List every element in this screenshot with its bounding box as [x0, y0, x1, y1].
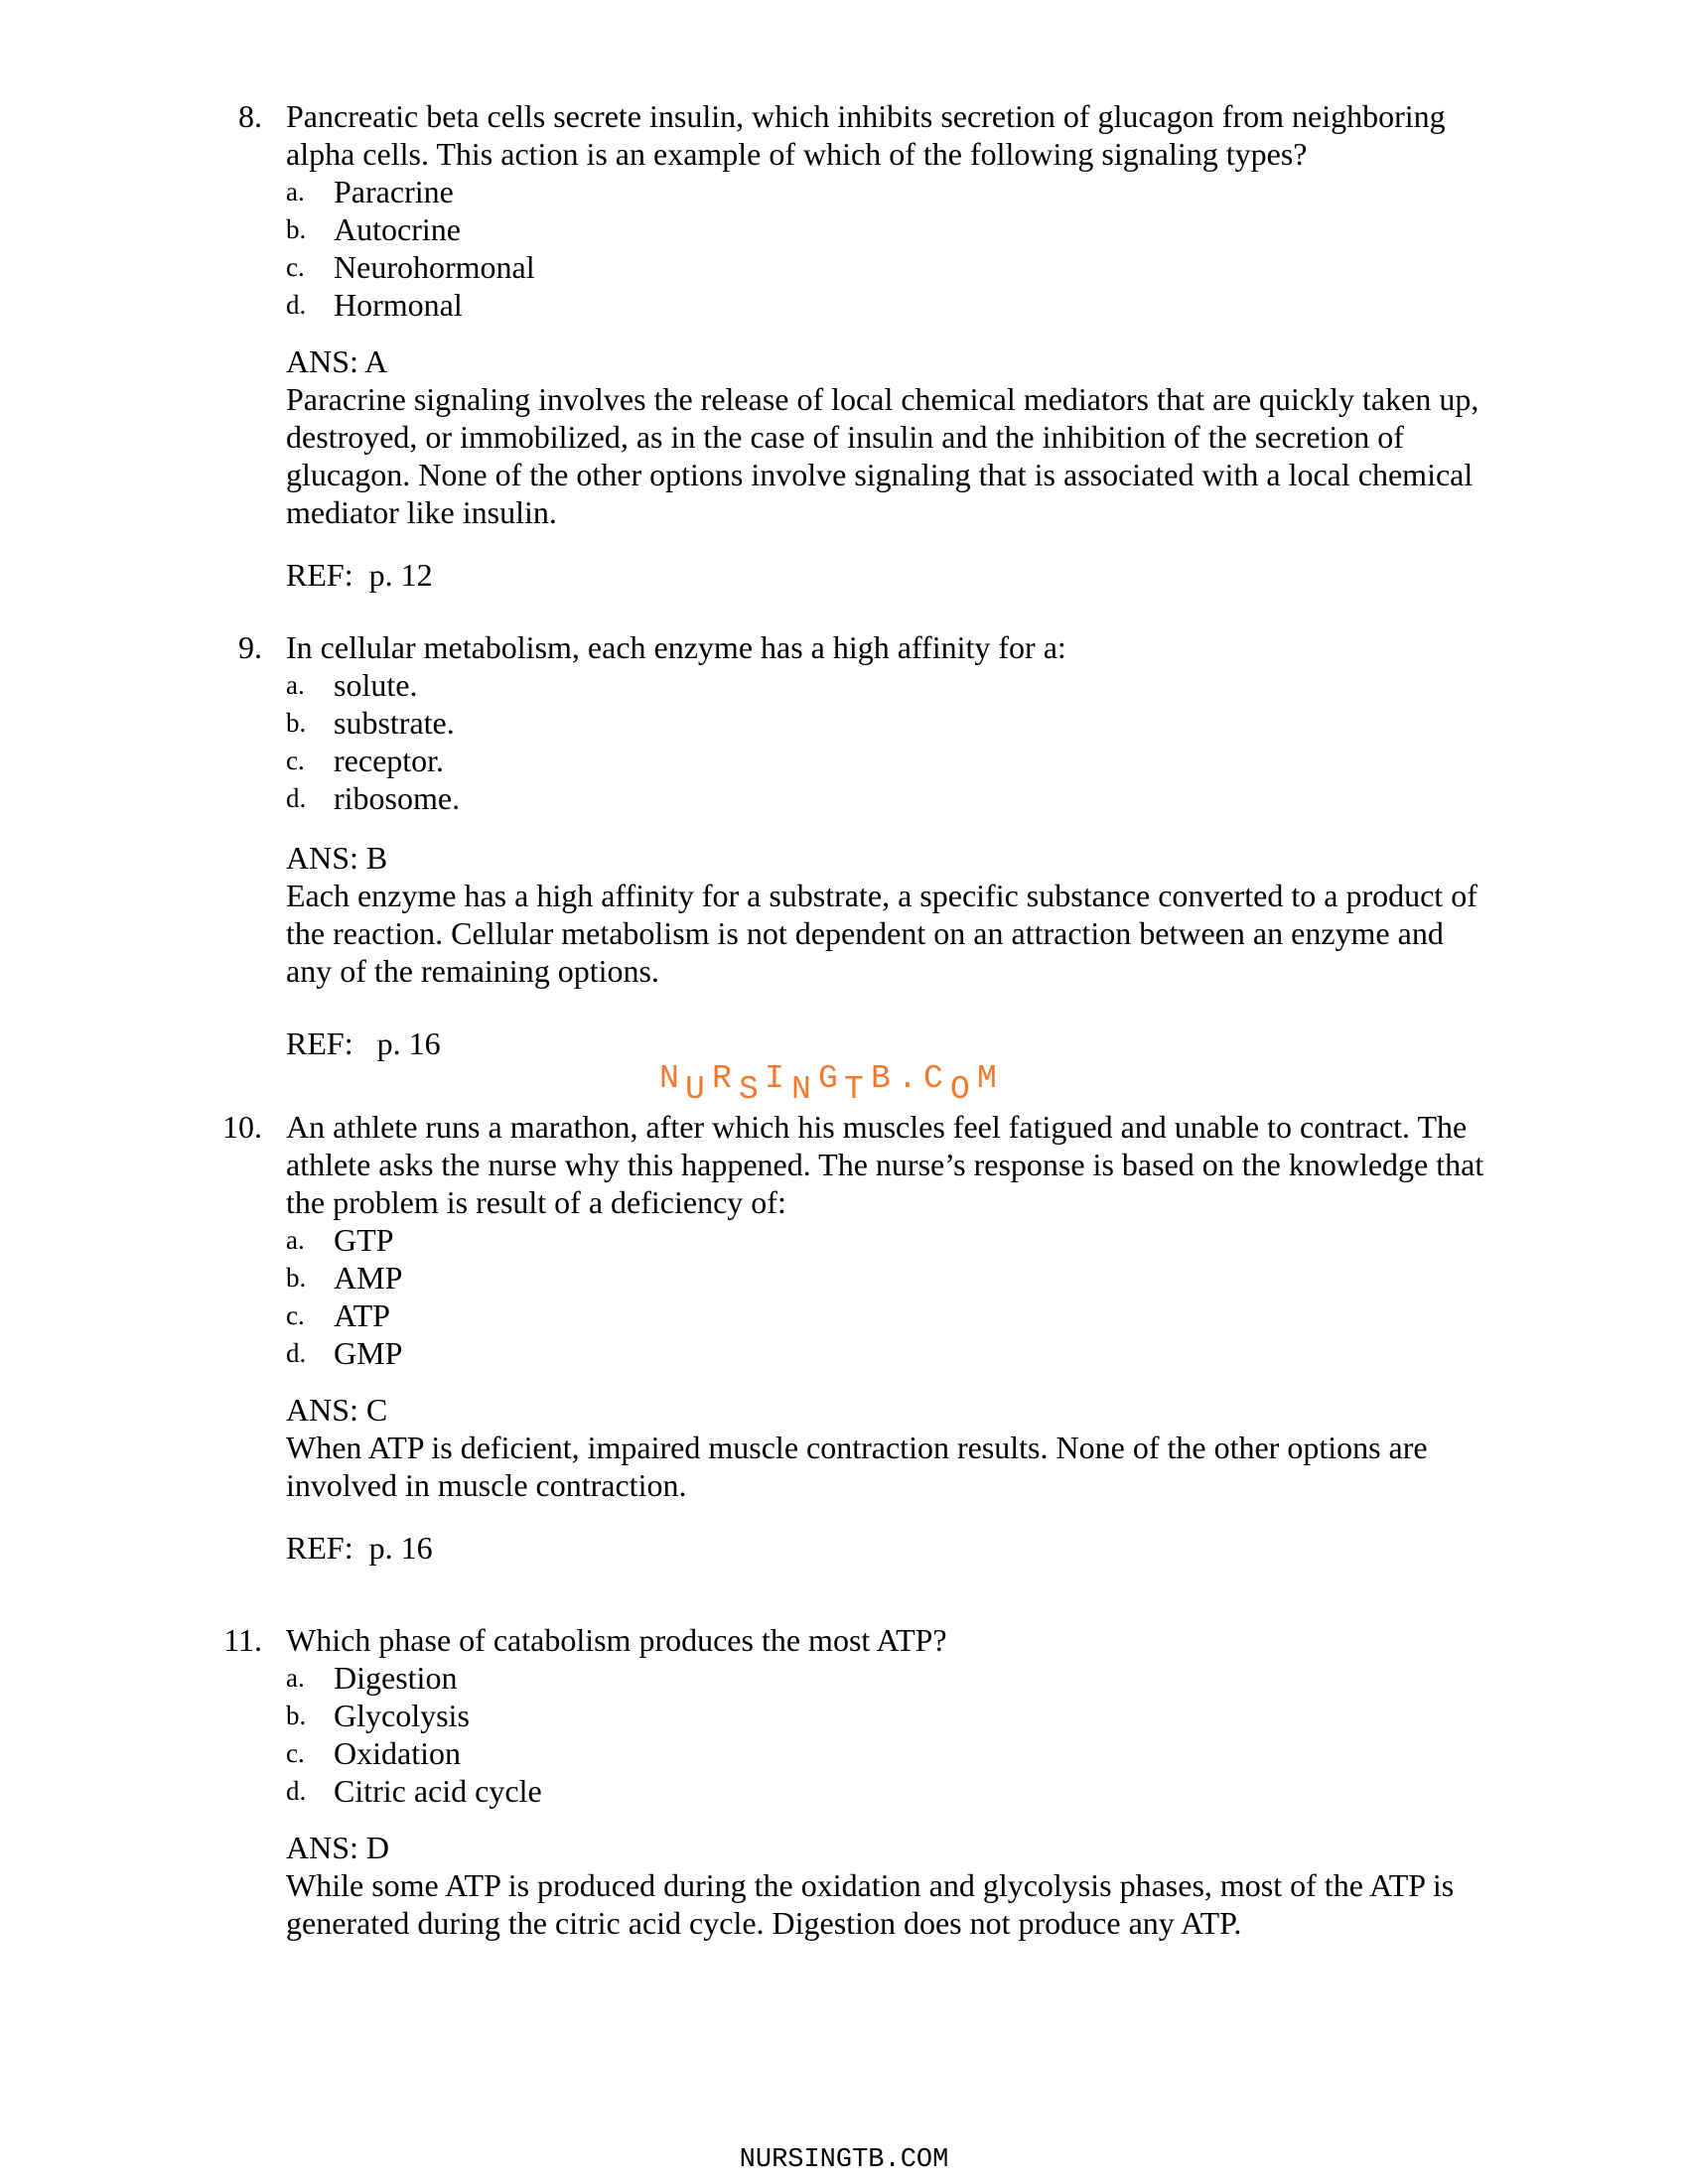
option-text: Oxidation [334, 1735, 461, 1771]
rationale-line: mediator like insulin. [286, 494, 557, 530]
rationale-line: glucagon. None of the other options involve signaling that is associated with a local chemical [286, 457, 1474, 492]
option-letter: c. [286, 1738, 305, 1768]
watermark-letter: R [712, 1060, 732, 1097]
watermark-letter: M [977, 1060, 997, 1097]
option-letter: b. [286, 1701, 307, 1730]
option-text: solute. [334, 667, 418, 703]
watermark-letter: U [685, 1071, 705, 1108]
option-text: Neurohormonal [334, 249, 535, 285]
watermark-letter: S [739, 1071, 759, 1108]
question-stem-line: athlete asks the nurse why this happened. The nurse’s response is based on the knowledge that [286, 1147, 1484, 1182]
option-letter: c. [286, 252, 305, 282]
watermark-letter: . [898, 1060, 917, 1097]
option-letter: d. [286, 783, 307, 813]
option-text: ribosome. [334, 780, 461, 816]
question-stem-line: Which phase of catabolism produces the most ATP? [286, 1622, 947, 1658]
watermark-letter: N [659, 1060, 679, 1097]
rationale-line: involved in muscle contraction. [286, 1467, 687, 1503]
option-letter: d. [286, 1776, 307, 1806]
rationale-line: While some ATP is produced during the oxidation and glycolysis phases, most of the ATP is [286, 1867, 1455, 1903]
option-text: Glycolysis [334, 1698, 470, 1733]
option-text: Digestion [334, 1660, 458, 1696]
rationale-line: destroyed, or immobilized, as in the case of insulin and the inhibition of the secretion of [286, 419, 1404, 455]
question-number: 11. [223, 1622, 262, 1658]
page-footer: NURSINGTB.COM [739, 2145, 949, 2175]
option-text: Citric acid cycle [334, 1773, 542, 1809]
watermark-letter: G [818, 1060, 838, 1097]
watermark-letter: N [791, 1071, 811, 1108]
option-letter: a. [286, 670, 305, 700]
rationale-line: Each enzyme has a high affinity for a substrate, a specific substance converted to a product of [286, 878, 1477, 913]
option-text: ATP [334, 1297, 390, 1333]
rationale-line: generated during the citric acid cycle. Digestion does not produce any ATP. [286, 1905, 1242, 1941]
watermark-letter: O [950, 1071, 970, 1108]
question-number: 9. [238, 629, 262, 665]
rationale-line: any of the remaining options. [286, 953, 659, 989]
answer-key: ANS: C [286, 1392, 388, 1428]
option-letter: b. [286, 214, 307, 244]
question-stem-line: Pancreatic beta cells secrete insulin, which inhibits secretion of glucagon from neighboring [286, 98, 1446, 134]
option-text: GTP [334, 1222, 394, 1258]
option-letter: b. [286, 708, 307, 738]
watermark [659, 1060, 1017, 1108]
question-stem-line: the problem is result of a deficiency of: [286, 1184, 786, 1220]
watermark-letter: B [871, 1060, 891, 1097]
question-stem-line: An athlete runs a marathon, after which his muscles feel fatigued and unable to contract. The [286, 1109, 1468, 1145]
option-letter: a. [286, 1663, 305, 1693]
option-text: substrate. [334, 705, 455, 741]
page-reference: REF: p. 16 [286, 1025, 441, 1061]
question-number: 8. [238, 98, 262, 134]
answer-key: ANS: D [286, 1830, 390, 1865]
option-letter: d. [286, 290, 307, 320]
option-letter: b. [286, 1263, 307, 1293]
question-stem-line: alpha cells. This action is an example of which of the following signaling types? [286, 136, 1308, 172]
option-letter: c. [286, 746, 305, 775]
option-letter: a. [286, 177, 305, 206]
option-text: Paracrine [334, 174, 454, 209]
page-reference: REF: p. 16 [286, 1530, 433, 1566]
page-reference: REF: p. 12 [286, 557, 433, 593]
watermark-letter: T [844, 1071, 864, 1108]
rationale-line: Paracrine signaling involves the release of local chemical mediators that are quickly taken up, [286, 381, 1479, 417]
question-stem-line: In cellular metabolism, each enzyme has a high affinity for a: [286, 629, 1066, 665]
question-number: 10. [222, 1109, 262, 1145]
watermark-letter: C [923, 1060, 943, 1097]
option-text: AMP [334, 1260, 403, 1296]
option-letter: c. [286, 1300, 305, 1330]
rationale-line: When ATP is deficient, impaired muscle contraction results. None of the other options are [286, 1430, 1428, 1465]
option-letter: d. [286, 1338, 307, 1368]
rationale-line: the reaction. Cellular metabolism is not dependent on an attraction between an enzyme and [286, 915, 1444, 951]
option-text: GMP [334, 1335, 403, 1371]
watermark-letter: I [765, 1060, 784, 1097]
option-text: receptor. [334, 743, 445, 778]
option-letter: a. [286, 1225, 305, 1255]
answer-key: ANS: B [286, 840, 388, 876]
option-text: Autocrine [334, 211, 461, 247]
answer-key: ANS: A [286, 343, 388, 379]
option-text: Hormonal [334, 287, 463, 323]
